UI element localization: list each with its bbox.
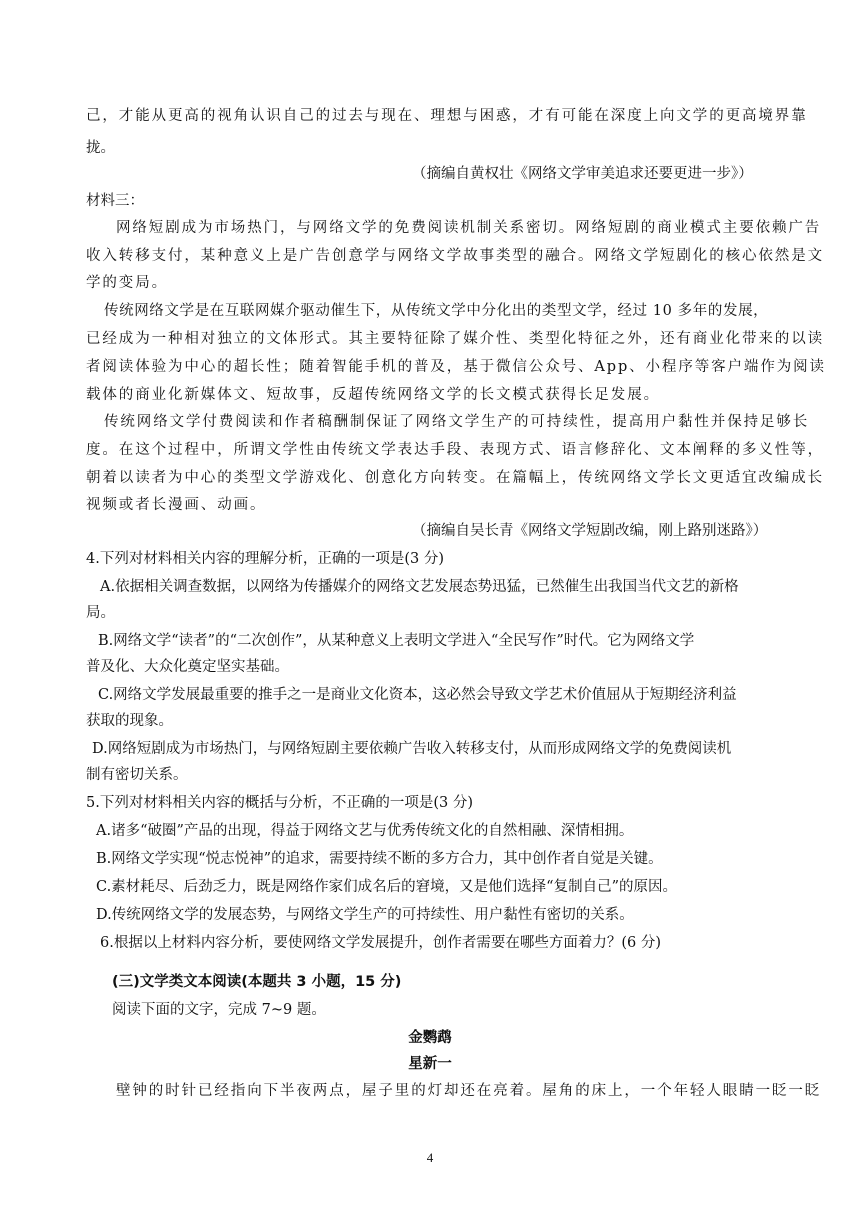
material3-paragraph-line: 朝着以读者为中心的类型文学游戏化、创意化方向转变。在篇幅上，传统网络文学长文更适宜改编成长 (86, 470, 824, 486)
story-title: 金鹦鹉 (408, 1030, 452, 1046)
material3-paragraph-line: 学的变局。 (86, 275, 168, 291)
material3-paragraph-line: 视频或者长漫画、动画。 (86, 497, 267, 513)
material3-paragraph-line: 载体的商业化新媒体文、短故事，反超传统网络文学的长文模式获得长足发展。 (86, 387, 660, 403)
story-author: 星新一 (408, 1056, 452, 1072)
question-5-option-a: A.诸多“破圈”产品的出现，得益于网络文艺与优秀传统文化的自然相融、深情相拥。 (96, 823, 634, 839)
material3-paragraph-line: 网络短剧成为市场热门，与网络文学的免费阅读机制关系密切。网络短剧的商业模式主要依赖广告 (116, 220, 822, 236)
story-first-line: 壁钟的时针已经指向下半夜两点，屋子里的灯却还在亮着。屋角的床上，一个年轻人眼睛一眨一眨 (116, 1083, 822, 1099)
material2-source: （摘编自黄权壮《网络文学审美追求还要更进一步》） (412, 166, 753, 182)
page-number: 4 (426, 1150, 434, 1165)
material3-paragraph-line: 传统网络文学付费阅读和作者稿酬制保证了网络文学生产的可持续性，提高用户黏性并保持足够长 (104, 414, 810, 430)
question-4-option-d-cont: 制有密切关系。 (86, 767, 188, 783)
material3-paragraph-line: 度。在这个过程中，所谓文学性由传统文学表达手段、表现方式、语言修辞化、文本阐释的多义性等， (86, 442, 824, 458)
question-4-option-c: C.网络文学发展最重要的推手之一是商业文化资本，这必然会导致文学艺术价值屈从于短期经济利益 (98, 687, 737, 703)
material3-paragraph-line: 已经成为一种相对独立的文体形式。其主要特征除了媒介性、类型化特征之外，还有商业化带来的以读 (86, 331, 824, 347)
question-4-stem: 4.下列对材料相关内容的理解分析，正确的一项是(3 分) (86, 551, 444, 567)
question-5-option-d: D.传统网络文学的发展态势，与网络文学生产的可持续性、用户黏性有密切的关系。 (96, 907, 634, 923)
question-5-stem: 5.下列对材料相关内容的概括与分析，不正确的一项是(3 分) (86, 795, 473, 811)
material3-source: （摘编自吴长青《网络文学短剧改编，刚上路别迷路》） (412, 523, 768, 539)
question-5-option-b: B.网络文学实现“悦志悦神”的追求，需要持续不断的多方合力，其中创作者自觉是关键。 (96, 851, 663, 867)
question-4-option-b: B.网络文学“读者”的“二次创作”，从某种意义上表明文学进入“全民写作”时代。它为网络文学 (98, 633, 695, 649)
material3-paragraph-line: 者阅读体验为中心的超长性；随着智能手机的普及，基于微信公众号、App、小程序等客户端作为阅读 (86, 359, 826, 375)
question-6-stem: 6.根据以上材料内容分析，要使网络文学发展提升，创作者需要在哪些方面着力？(6 分) (100, 935, 661, 951)
material2-line: 己，才能从更高的视角认识自己的过去与现在、理想与困惑，才有可能在深度上向文学的更高境界靠 (86, 108, 808, 124)
material2-line: 拢。 (86, 140, 115, 156)
question-4-option-a-cont: 局。 (86, 605, 115, 621)
section-3-heading: (三)文学类文本阅读(本题共 3 小题，15 分) (112, 974, 402, 990)
material3-heading: 材料三： (86, 193, 144, 209)
section-3-instruction: 阅读下面的文字，完成 7~9 题。 (112, 1002, 326, 1018)
material3-paragraph-line: 收入转移支付，某种意义上是广告创意学与网络文学故事类型的融合。网络文学短剧化的核心依然是文 (86, 248, 824, 264)
question-5-option-c: C.素材耗尽、后劲乏力，既是网络作家们成名后的窘境，又是他们选择“复制自己”的原因。 (96, 879, 678, 895)
question-4-option-c-cont: 获取的现象。 (86, 713, 173, 729)
question-4-option-b-cont: 普及化、大众化奠定坚实基础。 (86, 659, 289, 675)
question-4-option-a: A.依据相关调查数据，以网络为传播媒介的网络文艺发展态势迅猛，已然催生出我国当代文艺的新格 (100, 579, 739, 595)
material3-paragraph-line: 传统网络文学是在互联网媒介驱动催生下，从传统文学中分化出的类型文学，经过 10 多年的发展， (104, 303, 769, 319)
question-4-option-d: D.网络短剧成为市场热门，与网络短剧主要依赖广告收入转移支付，从而形成网络文学的免费阅读机 (92, 741, 732, 757)
